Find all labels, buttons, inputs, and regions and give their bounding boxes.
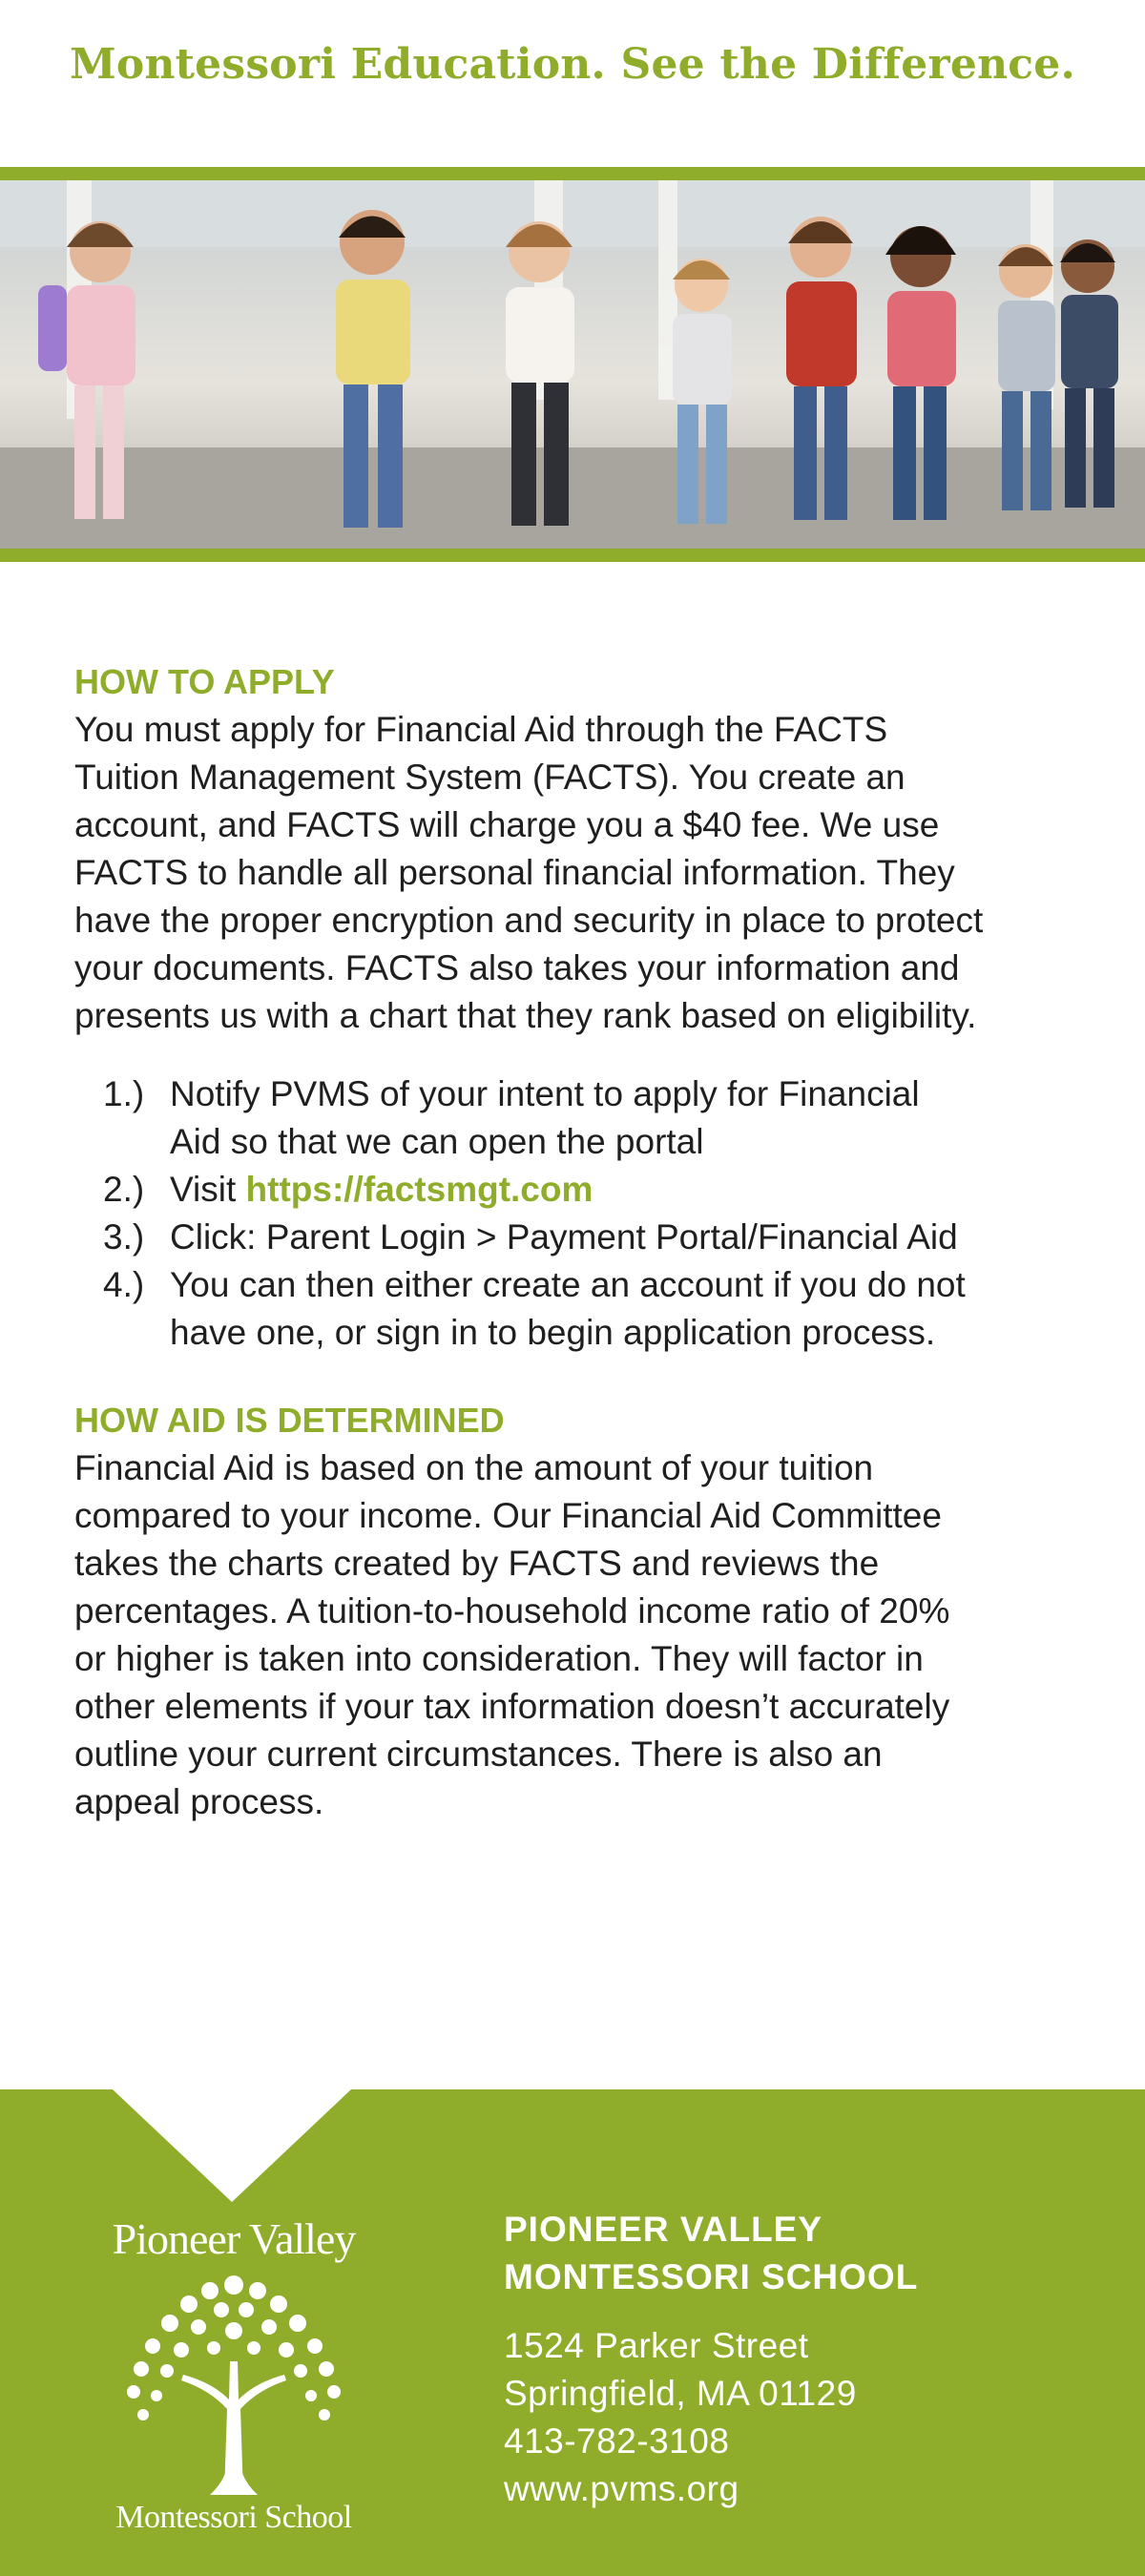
school-address-block (504, 2206, 1114, 2513)
footer-notch (113, 2089, 351, 2202)
paragraph-line: account, and FACTS will charge you a $40 fee. We use (74, 805, 940, 844)
school-name-line: MONTESSORI SCHOOL (504, 2257, 919, 2296)
paragraph-line: outline your current circumstances. There is also an (74, 1735, 883, 1774)
paragraph-line: compared to your income. Our Financial Aid Committee (74, 1496, 942, 1535)
paragraph-line: Tuition Management System (FACTS). You create an (74, 758, 906, 797)
school-name-line: PIONEER VALLEY (504, 2210, 823, 2249)
phone-number[interactable]: 413-782-3108 (504, 2421, 730, 2461)
logo-text-bottom: Montessori School (115, 2500, 352, 2535)
website-link[interactable]: www.pvms.org (504, 2469, 739, 2508)
paragraph-line: FACTS to handle all personal financial information. They (74, 853, 955, 892)
paragraph-line: You must apply for Financial Aid through the FACTS (74, 710, 888, 749)
paragraph-line: your documents. FACTS also takes your information and (74, 948, 960, 987)
street-address: 1524 Parker Street (504, 2326, 809, 2365)
facts-link[interactable]: https://factsmgt.com (245, 1170, 593, 1209)
how-to-apply-paragraph (74, 706, 1086, 1040)
paragraph-line: appeal process. (74, 1782, 324, 1821)
paragraph-line: have the proper encryption and security in place to protect (74, 901, 984, 940)
step-item (74, 1261, 1086, 1357)
logo-text-top: Pioneer Valley (112, 2214, 356, 2263)
paragraph-line: Financial Aid is based on the amount of your tuition (74, 1448, 874, 1487)
how-aid-determined-paragraph (74, 1444, 1086, 1826)
step-text: Visit (170, 1170, 246, 1209)
step-text: You can then either create an account if you do not (170, 1265, 966, 1304)
tree-icon (114, 2266, 353, 2495)
how-to-apply-heading: HOW TO APPLY (74, 662, 335, 701)
main-content (74, 658, 1086, 1826)
step-item (74, 1070, 1086, 1166)
paragraph-line: percentages. A tuition-to-household income ratio of 20% (74, 1591, 950, 1631)
paragraph-line: presents us with a chart that they rank based on eligibility. (74, 996, 977, 1035)
city-state-zip: Springfield, MA 01129 (504, 2374, 857, 2413)
step-text: Click: Parent Login > Payment Portal/Financial Aid (170, 1217, 958, 1257)
step-number: 3.) (103, 1217, 145, 1257)
application-steps (74, 1070, 1086, 1357)
step-number: 4.) (103, 1265, 145, 1304)
hero-banner (0, 167, 1145, 562)
footer (0, 2089, 1145, 2576)
page-headline: Montessori Education. See the Difference. (70, 40, 1075, 89)
step-text: have one, or sign in to begin application process. (170, 1313, 936, 1352)
step-item (74, 1214, 1086, 1261)
step-text: Notify PVMS of your intent to apply for Financial (170, 1074, 920, 1113)
how-aid-determined-heading: HOW AID IS DETERMINED (74, 1401, 505, 1440)
step-number: 2.) (103, 1170, 145, 1209)
school-logo (95, 2213, 372, 2538)
children-running-photo (0, 180, 1145, 549)
step-number: 1.) (103, 1074, 145, 1113)
paragraph-line: or higher is taken into consideration. They will factor in (74, 1639, 924, 1678)
step-item (74, 1166, 1086, 1214)
paragraph-line: takes the charts created by FACTS and reviews the (74, 1544, 880, 1583)
step-text: Aid so that we can open the portal (170, 1122, 704, 1161)
paragraph-line: other elements if your tax information doesn’t accurately (74, 1687, 950, 1726)
